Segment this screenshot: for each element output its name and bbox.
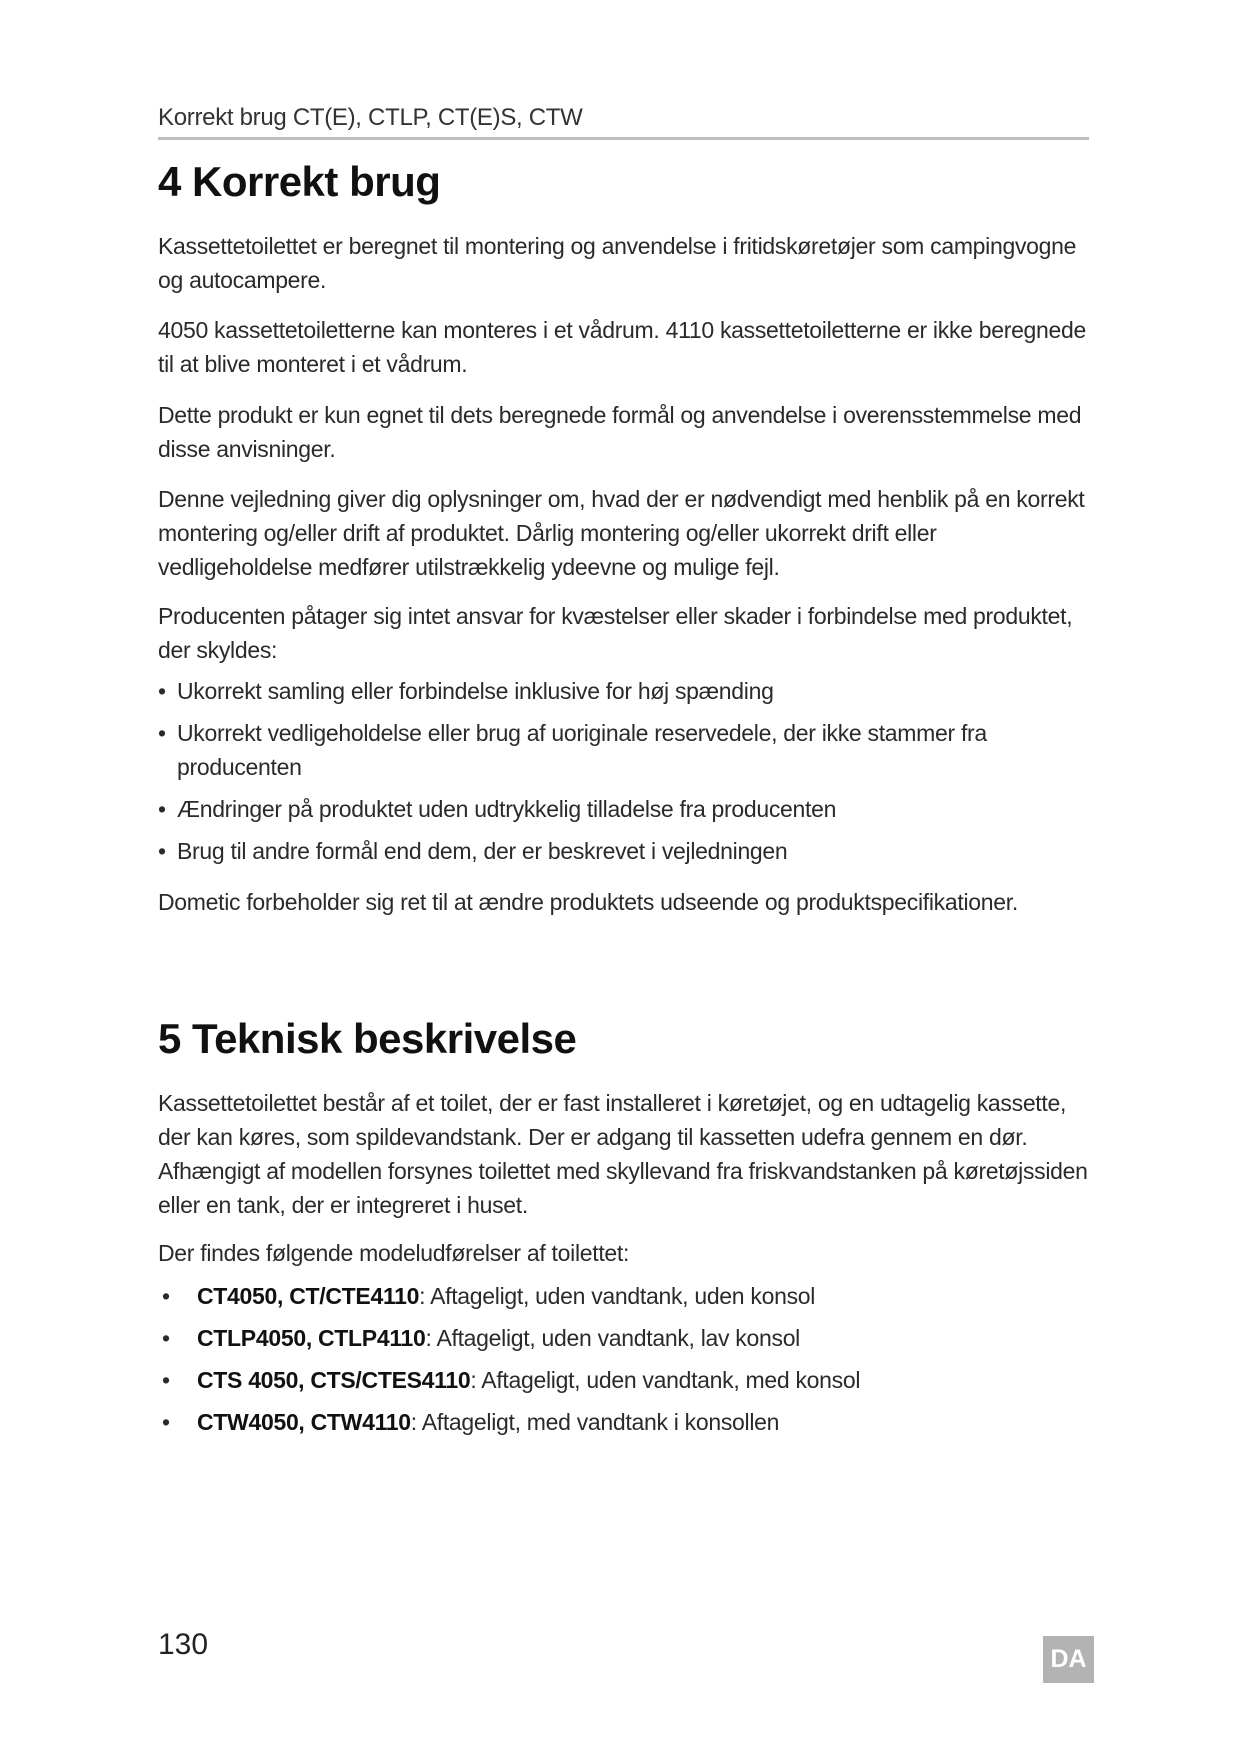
- bullet-icon: •: [158, 838, 166, 864]
- paragraph: Dette produkt er kun egnet til dets beregnede formål og anvendelse i overensstemmelse med disse anvisninger.: [158, 402, 1082, 462]
- paragraph: 4050 kassettetoiletterne kan monteres i et vådrum. 4110 kassettetoiletterne er ikke beregnede til at blive monteret i et vådrum.: [158, 317, 1087, 377]
- paragraph: Producenten påtager sig intet ansvar for kvæstelser eller skader i forbindelse med produktet, der skyldes:: [158, 603, 1073, 663]
- page-number: 130: [158, 1628, 209, 1661]
- section-4-title: 4 Korrekt brug: [158, 158, 441, 205]
- paragraph: Dometic forbeholder sig ret til at ændre produktets udseende og produktspecifikationer.: [158, 889, 1018, 915]
- bullet-icon: •: [162, 1367, 170, 1393]
- running-header: Korrekt brug CT(E), CTLP, CT(E)S, CTW: [158, 104, 583, 131]
- language-tab: DA: [1043, 1636, 1094, 1683]
- liability-list: [158, 674, 1090, 876]
- model-item: • CTLP4050, CTLP4110: Aftageligt, uden vandtank, lav konsol: [158, 1321, 1090, 1355]
- model-item: • CTW4050, CTW4110: Aftageligt, med vandtank i konsollen: [158, 1405, 1090, 1439]
- section-5-title: 5 Teknisk beskrivelse: [158, 1015, 577, 1062]
- bullet-icon: •: [162, 1325, 170, 1351]
- model-item: • CTS 4050, CTS/CTES4110: Aftageligt, uden vandtank, med konsol: [158, 1363, 1090, 1397]
- paragraph: Kassettetoilettet er beregnet til montering og anvendelse i fritidskøretøjer som campingvogne og autocampere.: [158, 233, 1077, 293]
- model-item: • CT4050, CT/CTE4110: Aftageligt, uden vandtank, uden konsol: [158, 1279, 1090, 1313]
- paragraph: Der findes følgende modeludførelser af toilettet:: [158, 1240, 630, 1266]
- bullet-icon: •: [162, 1283, 170, 1309]
- bullet-icon: •: [158, 796, 166, 822]
- bullet-icon: •: [162, 1409, 170, 1435]
- bullet-icon: •: [158, 678, 166, 704]
- list-item: • Ændringer på produktet uden udtrykkelig tilladelse fra producenten: [158, 792, 1090, 826]
- list-item: • Ukorrekt samling eller forbindelse inklusive for høj spænding: [158, 674, 1090, 708]
- model-list: [158, 1279, 1090, 1447]
- bullet-icon: •: [158, 720, 166, 746]
- list-item: • Ukorrekt vedligeholdelse eller brug af uoriginale reservedele, der ikke stammer fra producenten: [158, 716, 1090, 784]
- list-item: • Brug til andre formål end dem, der er beskrevet i vejledningen: [158, 834, 1090, 868]
- paragraph: Denne vejledning giver dig oplysninger om, hvad der er nødvendigt med henblik på en korrekt montering og/eller drift af produktet. Dårlig montering og/eller ukorrekt drift eller vedligeholdelse medfører utilstrækkelig ydeevne og mulige fejl.: [158, 486, 1085, 580]
- paragraph: Kassettetoilettet består af et toilet, der er fast installeret i køretøjet, og en udtagelig kassette, der kan køres, som spildevandstank. Der er adgang til kassetten udefra gennem en dør. Afhængigt af modellen forsynes toilettet med skyllevand fra friskvandstanken på køretøjssiden eller en tank, der er integreret i huset.: [158, 1090, 1088, 1218]
- header-rule: [158, 137, 1089, 140]
